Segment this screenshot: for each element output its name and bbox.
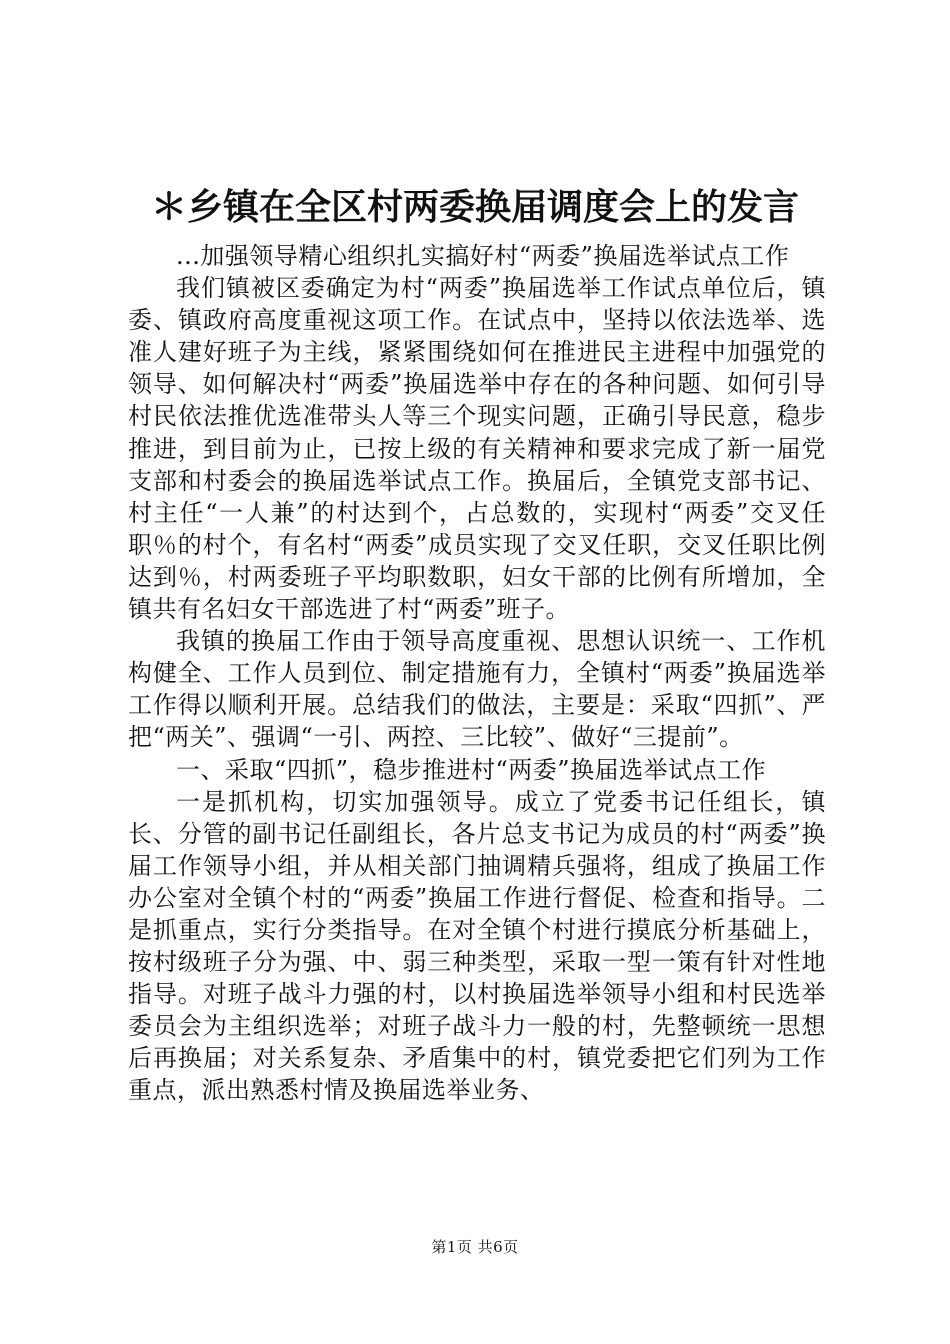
- paragraph-subheading: ...加强领导精心组织扎实搞好村“两委”换届选举试点工作: [176, 242, 790, 270]
- paragraph-detail: 一是抓机构，切实加强领导。成立了党委书记任组长，镇长、分管的副书记任副组长，各片总支书记为成员的村“两委”换届工作领导小组，并从相关部门抽调精兵强将，组成了换届工作办公室对全镇个村的“两委”换届工作进行督促、检查和指导。二是抓重点，实行分类指导。在对全镇个村进行摸底分析基础上，按村级班子分为强、中、弱三种类型，采取一型一策有针对性地指导。对班子战斗力强的村，以村换届选举领导小组和村民选举委员会为主组织选举；对班子战斗力一般的村，先整顿统一思想后再换届；对关系复杂、矛盾集中的村，镇党委把它们列为工作重点，派出熟悉村情及换届选举业务、: [128, 787, 826, 1105]
- paragraph-overview: 我们镇被区委确定为村“两委”换届选举工作试点单位后，镇委、镇政府高度重视这项工作。在试点中，坚持以依法选举、选准人建好班子为主线，紧紧围绕如何在推进民主进程中加强党的领导、如何解决村“两委”换届选举中存在的各种问题、如何引导村民依法推优选准带头人等三个现实问题，正确引导民意，稳步推进，到目前为止，已按上级的有关精神和要求完成了新一届党支部和村委会的换届选举试点工作。换届后，全镇党支部书记、村主任“一人兼”的村达到个，占总数的，实现村“两委”交叉任职％的村个，有名村“两委”成员实现了交叉任职，交叉任职比例达到％，村两委班子平均职数职，妇女干部的比例有所增加，全镇共有名妇女干部选进了村“两委”班子。: [128, 274, 826, 624]
- page-number-footer: 第1页 共6页: [431, 1238, 519, 1256]
- document-title: ＊乡镇在全区村两委换届调度会上的发言: [150, 187, 799, 228]
- paragraph-summary: 我镇的换届工作由于领导高度重视、思想认识统一、工作机构健全、工作人员到位、制定措施有力，全镇村“两委”换届选举工作得以顺利开展。总结我们的做法，主要是：采取“四抓”、严把“两关”、强调“一引、两控、三比较”、做好“三提前”。: [128, 627, 826, 752]
- paragraph-section-heading: 一、采取“四抓”，稳步推进村“两委”换届选举试点工作: [176, 755, 767, 784]
- document-body: [128, 240, 826, 1107]
